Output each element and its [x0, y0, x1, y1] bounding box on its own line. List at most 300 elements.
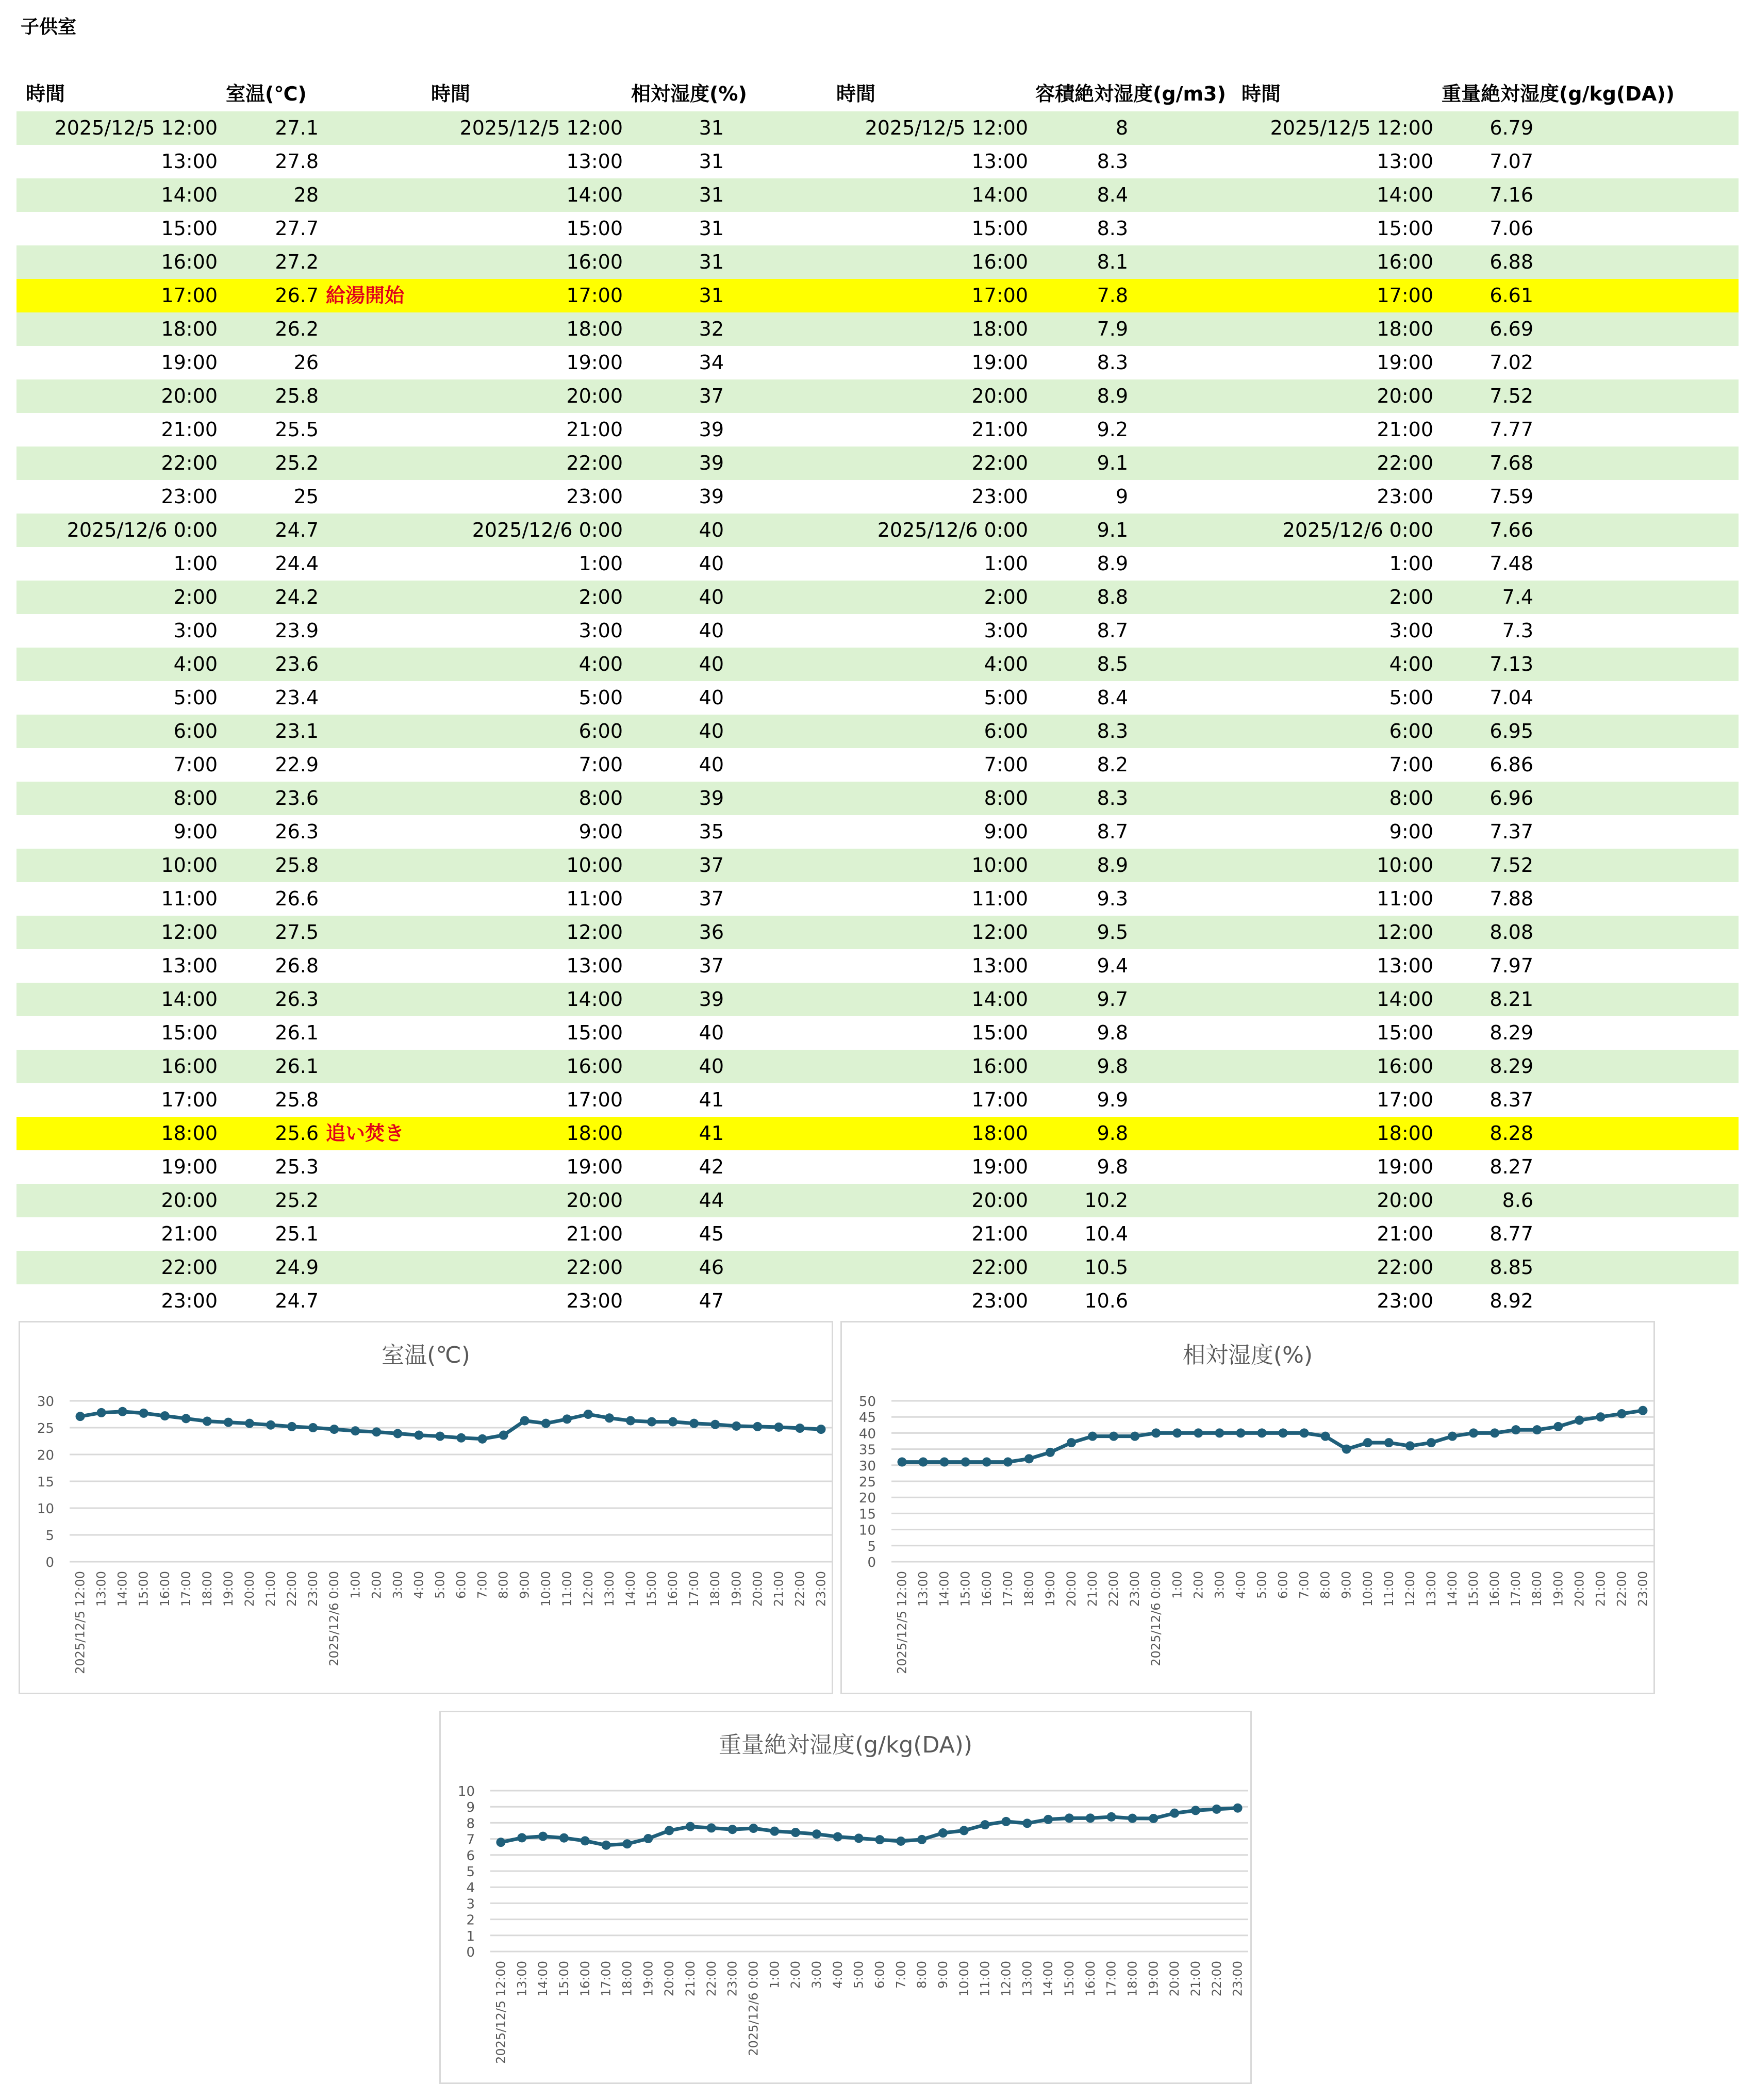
- data-point: [393, 1429, 402, 1438]
- temperature-cell: 26.1: [275, 1021, 319, 1044]
- x-tick-label: 1:00: [348, 1571, 363, 1599]
- data-point: [1065, 1813, 1074, 1823]
- time-cell: 15:00: [1377, 217, 1433, 240]
- weight-humidity-cell: 7.16: [1490, 184, 1533, 206]
- table-row: [16, 983, 1739, 1016]
- weight-humidity-cell: 6.96: [1490, 787, 1533, 809]
- temperature-cell: 26.8: [275, 954, 319, 977]
- data-point: [203, 1417, 212, 1426]
- data-point: [959, 1826, 969, 1835]
- x-tick-label: 1:00: [767, 1961, 782, 1989]
- time-cell: 5:00: [1389, 686, 1433, 709]
- time-cell: 23:00: [161, 1289, 218, 1312]
- time-cell: 22:00: [161, 1256, 218, 1279]
- relative-humidity-cell: 31: [699, 117, 724, 139]
- x-tick-label: 19:00: [1043, 1571, 1057, 1607]
- x-tick-label: 21:00: [1593, 1571, 1608, 1607]
- time-header: 時間: [836, 82, 876, 105]
- time-cell: 18:00: [971, 1122, 1028, 1145]
- volumetric-humidity-cell: 8: [1115, 117, 1128, 139]
- y-tick-label: 10: [457, 1784, 475, 1799]
- data-point: [896, 1837, 905, 1846]
- data-point: [1212, 1805, 1221, 1814]
- data-point: [1469, 1428, 1478, 1437]
- time-cell: 17:00: [566, 284, 623, 307]
- time-cell: 22:00: [566, 1256, 623, 1279]
- time-cell: 21:00: [566, 418, 623, 441]
- x-tick-label: 14:00: [623, 1571, 638, 1607]
- weight-humidity-cell: 8.21: [1490, 988, 1533, 1011]
- y-tick-label: 1: [466, 1928, 475, 1944]
- time-cell: 2:00: [173, 586, 218, 608]
- data-point: [517, 1833, 526, 1842]
- table-row: [16, 245, 1739, 279]
- volumetric-humidity-cell: 8.4: [1097, 184, 1128, 206]
- x-tick-label: 21:00: [683, 1961, 698, 1997]
- data-point: [562, 1414, 572, 1424]
- weight-humidity-cell: 6.86: [1490, 753, 1533, 776]
- table-row: [16, 145, 1739, 178]
- data-point: [1363, 1438, 1372, 1447]
- vh-header: 容積絶対湿度(g/m3): [1035, 82, 1226, 105]
- volumetric-humidity-cell: 9.8: [1097, 1155, 1128, 1178]
- y-tick-label: 50: [858, 1394, 876, 1410]
- time-cell: 20:00: [1377, 385, 1433, 407]
- temperature-cell: 23.9: [275, 619, 319, 642]
- table-row: [16, 1184, 1739, 1217]
- y-tick-label: 40: [858, 1426, 876, 1442]
- y-tick-label: 30: [37, 1394, 54, 1410]
- volumetric-humidity-cell: 8.8: [1097, 586, 1128, 608]
- y-tick-label: 35: [858, 1442, 876, 1458]
- table-row: [16, 614, 1739, 648]
- x-tick-label: 9:00: [517, 1571, 532, 1599]
- volumetric-humidity-cell: 9.8: [1097, 1055, 1128, 1078]
- time-cell: 5:00: [173, 686, 218, 709]
- sheet-title: 子供室: [21, 16, 77, 38]
- relative-humidity-cell: 37: [699, 854, 724, 877]
- data-point: [1191, 1806, 1200, 1815]
- time-cell: 2025/12/6 0:00: [877, 519, 1028, 541]
- time-cell: 2025/12/6 0:00: [472, 519, 623, 541]
- x-tick-label: 13:00: [515, 1961, 529, 1997]
- time-cell: 15:00: [161, 1021, 218, 1044]
- time-cell: 22:00: [1377, 1256, 1433, 1279]
- data-point: [1257, 1428, 1266, 1437]
- data-point: [520, 1416, 529, 1425]
- time-cell: 23:00: [971, 485, 1028, 508]
- x-tick-label: 2025/12/5 12:00: [895, 1571, 909, 1674]
- x-tick-label: 20:00: [242, 1571, 257, 1607]
- temperature-cell: 26.6: [275, 887, 319, 910]
- data-point: [1236, 1428, 1245, 1437]
- x-tick-label: 23:00: [1635, 1571, 1650, 1607]
- table-row: [16, 715, 1739, 748]
- y-tick-label: 9: [466, 1800, 475, 1816]
- relative-humidity-cell: 42: [699, 1155, 724, 1178]
- table-row: [16, 916, 1739, 949]
- volumetric-humidity-cell: 8.7: [1097, 619, 1128, 642]
- x-tick-label: 14:00: [937, 1571, 952, 1607]
- time-cell: 23:00: [971, 1289, 1028, 1312]
- time-cell: 7:00: [1389, 753, 1433, 776]
- time-cell: 21:00: [1377, 418, 1433, 441]
- series-line: [80, 1412, 821, 1439]
- time-cell: 1:00: [984, 552, 1028, 575]
- x-tick-label: 18:00: [1125, 1961, 1140, 1997]
- data-point: [499, 1431, 508, 1440]
- time-cell: 1:00: [173, 552, 218, 575]
- time-cell: 20:00: [971, 1189, 1028, 1212]
- volumetric-humidity-cell: 8.5: [1097, 653, 1128, 675]
- x-tick-label: 16:00: [157, 1571, 172, 1607]
- volumetric-humidity-cell: 9.2: [1097, 418, 1128, 441]
- data-point: [665, 1826, 674, 1835]
- time-cell: 19:00: [161, 1155, 218, 1178]
- time-header: 時間: [431, 82, 471, 105]
- temperature-cell: 23.6: [275, 653, 319, 675]
- volumetric-humidity-cell: 9.7: [1097, 988, 1128, 1011]
- data-point: [224, 1418, 233, 1427]
- volumetric-humidity-cell: 8.3: [1097, 787, 1128, 809]
- x-tick-label: 23:00: [1128, 1571, 1143, 1607]
- relative-humidity-cell: 32: [699, 318, 724, 340]
- data-point: [1086, 1813, 1095, 1823]
- weight-humidity-cell: 8.85: [1490, 1256, 1533, 1279]
- x-tick-label: 2025/12/5 12:00: [73, 1571, 88, 1674]
- volumetric-humidity-cell: 8.4: [1097, 686, 1128, 709]
- data-point: [1172, 1428, 1182, 1437]
- time-cell: 18:00: [566, 318, 623, 340]
- time-cell: 14:00: [161, 184, 218, 206]
- relative-humidity-cell: 40: [699, 519, 724, 541]
- x-tick-label: 15:00: [136, 1571, 151, 1607]
- data-point: [308, 1423, 318, 1432]
- time-cell: 11:00: [971, 887, 1028, 910]
- data-point: [602, 1841, 611, 1850]
- time-cell: 14:00: [566, 184, 623, 206]
- temperature-cell: 26.3: [275, 820, 319, 843]
- weight-humidity-cell: 7.07: [1490, 150, 1533, 173]
- time-cell: 14:00: [566, 988, 623, 1011]
- data-point: [1342, 1445, 1351, 1454]
- weight-humidity-cell: 7.48: [1490, 552, 1533, 575]
- data-point: [938, 1828, 948, 1838]
- relative-humidity-cell: 40: [699, 720, 724, 742]
- data-point: [816, 1425, 825, 1434]
- x-tick-label: 9:00: [1339, 1571, 1354, 1599]
- y-tick-label: 0: [867, 1555, 876, 1570]
- data-point: [643, 1834, 653, 1843]
- time-cell: 22:00: [971, 452, 1028, 474]
- temperature-cell: 24.7: [275, 1289, 319, 1312]
- time-cell: 16:00: [161, 251, 218, 273]
- time-cell: 20:00: [161, 1189, 218, 1212]
- x-tick-label: 15:00: [1466, 1571, 1481, 1607]
- relative-humidity-cell: 40: [699, 1055, 724, 1078]
- data-point: [770, 1827, 779, 1836]
- x-tick-label: 17:00: [1000, 1571, 1015, 1607]
- time-cell: 20:00: [1377, 1189, 1433, 1212]
- relative-humidity-cell: 40: [699, 753, 724, 776]
- x-tick-label: 14:00: [115, 1571, 130, 1607]
- data-point: [1553, 1422, 1563, 1431]
- temperature-cell: 24.2: [275, 586, 319, 608]
- table-row: [16, 648, 1739, 681]
- temperature-cell: 23.1: [275, 720, 319, 742]
- weight-humidity-cell: 6.61: [1490, 284, 1533, 307]
- temperature-cell: 25.8: [275, 854, 319, 877]
- time-cell: 8:00: [578, 787, 623, 809]
- time-cell: 6:00: [984, 720, 1028, 742]
- relative-humidity-cell: 39: [699, 787, 724, 809]
- data-point: [940, 1458, 949, 1467]
- data-point: [898, 1458, 907, 1467]
- data-point: [917, 1835, 926, 1844]
- volumetric-humidity-cell: 7.9: [1097, 318, 1128, 340]
- data-point: [981, 1820, 990, 1829]
- relative-humidity-cell: 34: [699, 351, 724, 374]
- data-point: [118, 1407, 127, 1416]
- x-tick-label: 2:00: [788, 1961, 803, 1989]
- time-cell: 2:00: [578, 586, 623, 608]
- relative-humidity-cell: 37: [699, 954, 724, 977]
- y-tick-label: 15: [37, 1475, 54, 1490]
- x-tick-label: 20:00: [750, 1571, 765, 1607]
- table-row: [16, 547, 1739, 581]
- time-cell: 17:00: [1377, 284, 1433, 307]
- time-cell: 20:00: [971, 385, 1028, 407]
- volumetric-humidity-cell: 8.7: [1097, 820, 1128, 843]
- weight-humidity-cell: 8.92: [1490, 1289, 1533, 1312]
- data-point: [668, 1417, 677, 1427]
- x-tick-label: 3:00: [390, 1571, 405, 1599]
- volumetric-humidity-cell: 8.9: [1097, 552, 1128, 575]
- x-tick-label: 8:00: [915, 1961, 930, 1989]
- weight-humidity-chart[interactable]: [439, 1711, 1252, 2084]
- y-tick-label: 3: [466, 1896, 475, 1912]
- data-point: [982, 1458, 991, 1467]
- time-cell: 17:00: [971, 1088, 1028, 1111]
- volumetric-humidity-cell: 9.4: [1097, 954, 1128, 977]
- data-point: [1321, 1432, 1330, 1441]
- data-point: [1575, 1415, 1584, 1425]
- relative-humidity-cell: 40: [699, 552, 724, 575]
- temperature-chart[interactable]: [19, 1321, 833, 1694]
- data-point: [538, 1832, 548, 1841]
- time-cell: 19:00: [971, 351, 1028, 374]
- x-tick-label: 17:00: [1104, 1961, 1119, 1997]
- x-tick-label: 8:00: [1318, 1571, 1333, 1599]
- relative-humidity-cell: 39: [699, 452, 724, 474]
- temperature-cell: 24.7: [275, 519, 319, 541]
- time-cell: 4:00: [578, 653, 623, 675]
- y-tick-label: 0: [466, 1945, 475, 1960]
- x-tick-label: 2:00: [369, 1571, 384, 1599]
- x-tick-label: 5:00: [851, 1961, 866, 1989]
- time-cell: 12:00: [971, 921, 1028, 944]
- x-tick-label: 15:00: [1062, 1961, 1077, 1997]
- time-cell: 11:00: [1377, 887, 1433, 910]
- time-cell: 9:00: [1389, 820, 1433, 843]
- time-cell: 18:00: [1377, 1122, 1433, 1145]
- data-table: [16, 76, 1739, 1318]
- weight-humidity-cell: 7.06: [1490, 217, 1533, 240]
- table-row: [16, 1284, 1739, 1318]
- temperature-cell: 25: [293, 485, 319, 508]
- temperature-header: 室温(℃): [226, 82, 307, 105]
- data-point: [732, 1421, 741, 1431]
- x-tick-label: 9:00: [935, 1961, 950, 1989]
- time-cell: 20:00: [566, 1189, 623, 1212]
- time-cell: 6:00: [578, 720, 623, 742]
- x-tick-label: 20:00: [662, 1961, 677, 1997]
- chart-title: 室温(℃): [382, 1342, 470, 1368]
- weight-humidity-cell: 7.02: [1490, 351, 1533, 374]
- x-tick-label: 21:00: [1188, 1961, 1203, 1997]
- y-tick-label: 30: [858, 1458, 876, 1474]
- table-row: [16, 413, 1739, 447]
- weight-humidity-cell: 7.04: [1490, 686, 1533, 709]
- x-tick-label: 6:00: [1276, 1571, 1290, 1599]
- x-tick-label: 18:00: [708, 1571, 723, 1607]
- weight-humidity-cell: 7.68: [1490, 452, 1533, 474]
- y-tick-label: 5: [466, 1864, 475, 1880]
- time-cell: 22:00: [161, 452, 218, 474]
- relative-humidity-cell: 37: [699, 385, 724, 407]
- table-row: [16, 1251, 1739, 1284]
- x-tick-label: 13:00: [602, 1571, 617, 1607]
- temperature-cell: 27.7: [275, 217, 319, 240]
- volumetric-humidity-cell: 10.5: [1084, 1256, 1128, 1279]
- temperature-cell: 23.6: [275, 787, 319, 809]
- time-cell: 4:00: [1389, 653, 1433, 675]
- series-line: [902, 1411, 1643, 1462]
- y-tick-label: 0: [45, 1555, 54, 1570]
- time-cell: 13:00: [566, 150, 623, 173]
- table-row: [16, 346, 1739, 379]
- x-tick-label: 22:00: [704, 1961, 719, 1997]
- x-tick-label: 16:00: [577, 1961, 592, 1997]
- relative-humidity-cell: 31: [699, 184, 724, 206]
- relative-humidity-cell: 40: [699, 653, 724, 675]
- x-tick-label: 8:00: [496, 1571, 511, 1599]
- table-row: [16, 447, 1739, 480]
- relative-humidity-cell: 40: [699, 619, 724, 642]
- x-tick-label: 14:00: [1445, 1571, 1460, 1607]
- x-tick-label: 2:00: [1191, 1571, 1206, 1599]
- time-cell: 10:00: [161, 854, 218, 877]
- time-cell: 12:00: [161, 921, 218, 944]
- data-point: [1109, 1432, 1118, 1441]
- x-tick-label: 14:00: [1041, 1961, 1056, 1997]
- x-tick-label: 11:00: [559, 1571, 574, 1607]
- temperature-cell: 26.7: [275, 284, 319, 307]
- data-point: [1046, 1448, 1055, 1457]
- time-cell: 3:00: [578, 619, 623, 642]
- data-point: [329, 1425, 339, 1434]
- relative-humidity-cell: 36: [699, 921, 724, 944]
- time-cell: 15:00: [971, 217, 1028, 240]
- time-cell: 8:00: [1389, 787, 1433, 809]
- data-point: [1003, 1458, 1013, 1467]
- event-note: 追い焚き: [326, 1122, 405, 1145]
- x-tick-label: 2025/12/5 12:00: [493, 1961, 508, 2064]
- x-tick-label: 2025/12/6 0:00: [746, 1961, 761, 2056]
- y-tick-label: 4: [466, 1880, 475, 1896]
- x-tick-label: 3:00: [1212, 1571, 1227, 1599]
- data-point: [791, 1828, 800, 1837]
- relative-humidity-cell: 39: [699, 418, 724, 441]
- weight-humidity-cell: 7.52: [1490, 854, 1533, 877]
- volumetric-humidity-cell: 8.3: [1097, 217, 1128, 240]
- x-tick-label: 18:00: [200, 1571, 214, 1607]
- data-point: [1511, 1425, 1520, 1434]
- y-tick-label: 20: [37, 1448, 54, 1463]
- temperature-cell: 25.2: [275, 452, 319, 474]
- time-cell: 9:00: [984, 820, 1028, 843]
- data-point: [1128, 1814, 1137, 1823]
- temperature-cell: 25.8: [275, 385, 319, 407]
- time-cell: 5:00: [578, 686, 623, 709]
- x-tick-label: 10:00: [538, 1571, 553, 1607]
- time-cell: 13:00: [161, 954, 218, 977]
- temperature-cell: 27.2: [275, 251, 319, 273]
- time-cell: 19:00: [566, 1155, 623, 1178]
- volumetric-humidity-cell: 8.9: [1097, 385, 1128, 407]
- temperature-cell: 25.6: [275, 1122, 319, 1145]
- data-point: [1384, 1438, 1394, 1447]
- data-point: [1490, 1428, 1499, 1437]
- time-cell: 2025/12/5 12:00: [865, 117, 1028, 139]
- data-point: [622, 1839, 632, 1848]
- weight-humidity-cell: 7.37: [1490, 820, 1533, 843]
- x-tick-label: 19:00: [1551, 1571, 1566, 1607]
- relative-humidity-chart[interactable]: [840, 1321, 1655, 1694]
- data-point: [919, 1458, 928, 1467]
- time-cell: 14:00: [1377, 988, 1433, 1011]
- data-point: [559, 1833, 569, 1843]
- x-tick-label: 1:00: [1170, 1571, 1185, 1599]
- temperature-cell: 26.2: [275, 318, 319, 340]
- table-row: [16, 312, 1739, 346]
- y-tick-label: 10: [858, 1523, 876, 1539]
- x-tick-label: 21:00: [771, 1571, 786, 1607]
- time-header: 時間: [1242, 82, 1281, 105]
- data-point: [435, 1432, 444, 1441]
- time-cell: 13:00: [1377, 150, 1433, 173]
- time-cell: 1:00: [578, 552, 623, 575]
- table-row: [16, 379, 1739, 413]
- table-row: [16, 581, 1739, 614]
- x-tick-label: 18:00: [620, 1961, 635, 1997]
- data-point: [1427, 1438, 1436, 1447]
- time-cell: 15:00: [1377, 1021, 1433, 1044]
- x-tick-label: 19:00: [1146, 1961, 1161, 1997]
- y-tick-label: 15: [858, 1507, 876, 1523]
- time-cell: 2:00: [1389, 586, 1433, 608]
- x-tick-label: 17:00: [1509, 1571, 1524, 1607]
- time-cell: 21:00: [971, 418, 1028, 441]
- x-tick-label: 15:00: [556, 1961, 571, 1997]
- time-cell: 17:00: [971, 284, 1028, 307]
- table-row: [16, 1117, 1739, 1150]
- chart-svg: [842, 1322, 1653, 1693]
- x-tick-label: 22:00: [1209, 1961, 1224, 1997]
- data-point: [1617, 1409, 1626, 1418]
- data-point: [1448, 1432, 1457, 1441]
- volumetric-humidity-cell: 9.1: [1097, 519, 1128, 541]
